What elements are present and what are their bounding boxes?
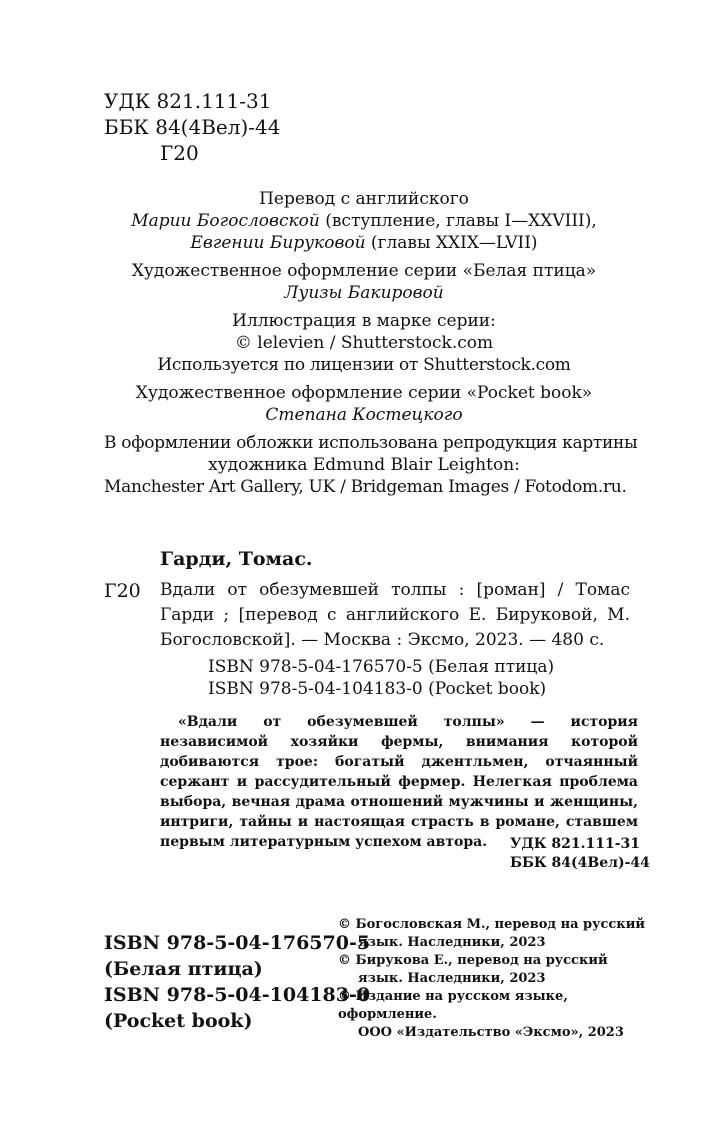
footer-isbns [104, 930, 370, 1034]
series-design2-line: Художественное оформление серии «Pocket book» [135, 383, 593, 403]
copyright-3-line2: ООО «Издательство «Эксмо», 2023 [358, 1025, 624, 1040]
udk-code: УДК 821.111-31 [104, 89, 272, 113]
copyright-block [338, 916, 668, 1042]
bib-author: Гарди, Томас. [160, 548, 313, 570]
author-mark: Г20 [160, 141, 199, 165]
translator2-part: (главы XXIX—LVII) [365, 233, 538, 253]
bib-code: Г20 [104, 580, 141, 602]
series-design2-name: Степана Костецкого [265, 405, 463, 425]
footer-isbn-line1: ISBN 978-5-04-176570-5 [104, 932, 371, 954]
bib-isbn1: ISBN 978-5-04-176570-5 (Белая птица) [208, 657, 555, 677]
translator2-name: Евгении Бируковой [190, 233, 366, 253]
translation-intro: Перевод с английского [259, 189, 469, 209]
series-design2-name-line [104, 404, 624, 426]
series-design1-name: Луизы Бакировой [284, 283, 444, 303]
footer-isbn-line2: (Белая птица) [104, 958, 263, 980]
bbk-code: ББК 84(4Вел)-44 [104, 115, 281, 139]
copyright-2-line2: язык. Наследники, 2023 [358, 971, 546, 986]
classification-codes [104, 88, 280, 166]
series-design1-name-line [104, 282, 624, 304]
copyright-3-line1: © Издание на русском языке, оформление. [338, 989, 568, 1022]
copyright-2-line1: © Бирукова Е., перевод на русский [338, 953, 608, 968]
bib-description: Вдали от обезумевшей толпы : [роман] / Томас Гарди ; [перевод с английского Е. Бируковой, М. Богословской]. — Москва : Эксмо, 2023. — 480 с. [160, 580, 630, 650]
translator1-part: (вступление, главы I—XXVIII), [319, 211, 597, 231]
footer-isbn-line4: (Pocket book) [104, 1010, 253, 1032]
illustration-line2: © leleviеn / Shutterstock.com [234, 333, 494, 353]
series-design1-line: Художественное оформление серии «Белая птица» [131, 261, 597, 281]
cover-line2: художника Edmund Blair Leighton: [208, 455, 520, 475]
translator1-line [104, 210, 624, 232]
cover-line3: Manchester Art Gallery, UK / Bridgeman Images / Fotodom.ru. [104, 477, 627, 497]
copyright-1-line1: © Богословская М., перевод на русский [338, 917, 645, 932]
bib-isbn2: ISBN 978-5-04-104183-0 (Pocket book) [208, 679, 547, 699]
copyright-entry-3 [338, 988, 668, 1042]
translator1-name: Марии Богословской [131, 211, 320, 231]
illustration-line3: Используется по лицензии от Shutterstock.com [157, 355, 571, 375]
footer-codes [510, 835, 650, 873]
footer-bbk: ББК 84(4Вел)-44 [510, 855, 650, 871]
cover-line1: В оформлении обложки использована репродукция картины [104, 433, 638, 453]
copyright-entry-2 [338, 952, 668, 988]
footer-isbn-line3: ISBN 978-5-04-104183-0 [104, 984, 371, 1006]
translator2-line [104, 232, 624, 254]
bib-isbn-list [208, 656, 554, 700]
copyright-entry-1 [338, 916, 668, 952]
annotation: «Вдали от обезумевшей толпы» — история независимой хозяйки фермы, внимания которой добиваются трое: богатый джентльмен, отчаянный сержант и рассудительный фермер. Нелегкая проблема выбора, вечная драма отношений мужчины и женщины, интриги, тайны и настоящая страсть в романе, ставшем первым литературным успехом автора. [160, 714, 638, 850]
copyright-1-line2: язык. Наследники, 2023 [358, 935, 546, 950]
illustration-line1: Иллюстрация в марке серии: [232, 311, 496, 331]
credits-block [104, 182, 638, 504]
footer-udk: УДК 821.111-31 [510, 836, 641, 852]
